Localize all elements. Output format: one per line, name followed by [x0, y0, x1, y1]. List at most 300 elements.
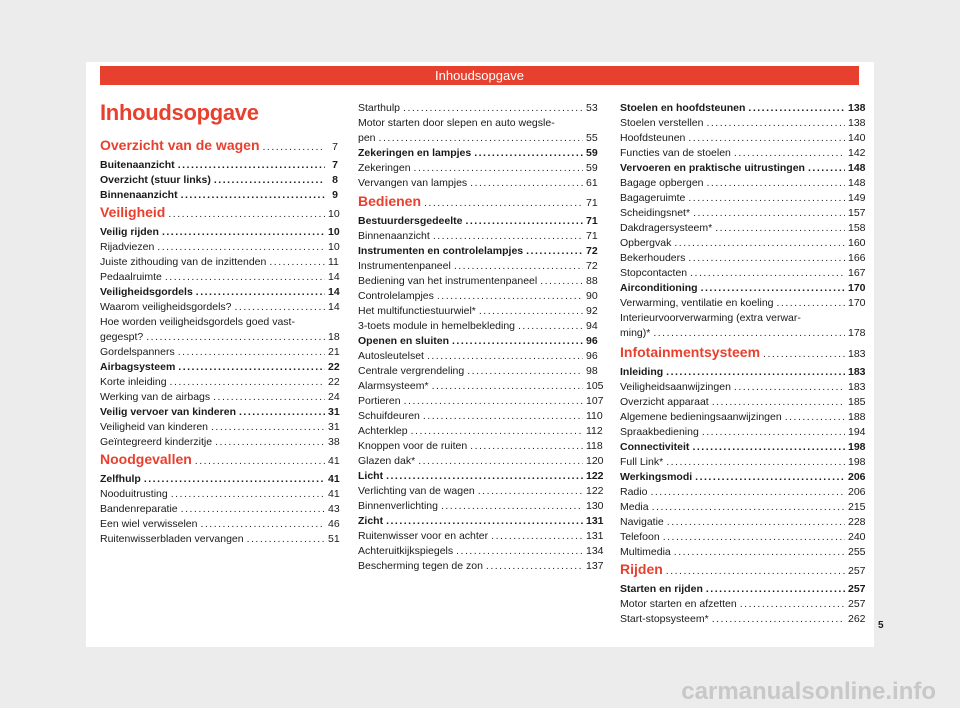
toc-entry-label: Vervoeren en praktische uitrustingen: [620, 162, 805, 174]
toc-entry[interactable]: [358, 559, 604, 574]
toc-entry[interactable]: [358, 469, 604, 484]
toc-entry-label: Bescherming tegen de zon: [358, 560, 483, 572]
toc-page-number: 198: [848, 441, 866, 453]
dot-leader: [663, 530, 845, 545]
dot-leader: [666, 365, 845, 380]
toc-entry[interactable]: [100, 255, 338, 270]
toc-page-number: 130: [586, 500, 604, 512]
toc-entry[interactable]: [358, 514, 604, 529]
toc-entry[interactable]: [358, 259, 596, 274]
dot-leader: [432, 379, 583, 394]
dot-leader: [168, 205, 325, 223]
dot-leader: [692, 440, 845, 455]
toc-entry[interactable]: [100, 360, 338, 375]
toc-page-number: 71: [586, 215, 598, 227]
toc-entry-label: Glazen dak*: [358, 455, 416, 467]
toc-page-number: 92: [586, 305, 598, 317]
toc-entry-label: Motor starten en afzetten: [620, 598, 737, 610]
toc-entry[interactable]: [358, 161, 596, 176]
toc-entry[interactable]: [358, 529, 604, 544]
toc-entry[interactable]: [358, 364, 596, 379]
dot-leader: [165, 270, 325, 285]
dot-leader: [178, 345, 325, 360]
toc-entry-label: Media: [620, 501, 649, 513]
toc-entry-label-continuation: gegespt?: [100, 331, 144, 343]
toc-page-number: 46: [328, 518, 340, 530]
toc-page-number: 167: [848, 267, 866, 279]
toc-entry-label: Veiligheidsaanwijzingen: [620, 381, 731, 393]
toc-page-number: 178: [848, 327, 866, 339]
toc-entry-label: Stoelen verstellen: [620, 117, 704, 129]
toc-page-number: 138: [848, 102, 866, 114]
toc-entry-label: Rijden: [620, 561, 663, 577]
toc-entry[interactable]: [620, 146, 866, 161]
toc-entry-label: Inleiding: [620, 366, 664, 378]
toc-entry-label: Hoe worden veiligheidsgordels goed vast-: [100, 316, 295, 328]
toc-entry[interactable]: [358, 274, 596, 289]
dot-leader: [702, 425, 845, 440]
toc-entry-label: Rijadviezen: [100, 241, 155, 253]
toc-entry[interactable]: [620, 612, 866, 627]
toc-page-number: 194: [848, 426, 866, 438]
dot-leader: [403, 101, 583, 116]
dot-leader: [486, 559, 583, 574]
toc-page-number: 188: [848, 411, 866, 423]
toc-entry-label: Motor starten door slepen en auto wegsle-: [358, 117, 555, 129]
toc-entry[interactable]: [100, 300, 338, 315]
toc-entry[interactable]: [358, 544, 604, 559]
toc-entry-label-continuation: ming)*: [620, 327, 651, 339]
toc-entry[interactable]: [620, 530, 866, 545]
toc-entry[interactable]: [358, 454, 604, 469]
toc-entry[interactable]: [620, 455, 866, 470]
dot-leader: [666, 455, 845, 470]
toc-entry-label: Airconditioning: [620, 282, 698, 294]
toc-page-number: 10: [328, 226, 340, 238]
toc-entry-label: Ruitenwisser voor en achter: [358, 530, 489, 542]
toc-entry-label: Connectiviteit: [620, 441, 690, 453]
toc-entry-label: Werkingsmodi: [620, 471, 693, 483]
toc-entry-label: Bedienen: [358, 193, 422, 209]
toc-page-number: 206: [848, 486, 866, 498]
toc-entry[interactable]: [100, 487, 338, 502]
toc-entry-label: Algemene bedieningsaanwijzingen: [620, 411, 782, 423]
toc-page-number: 228: [848, 516, 866, 528]
dot-leader: [456, 544, 583, 559]
toc-entry-label: Hoofdsteunen: [620, 132, 686, 144]
dot-leader: [667, 515, 845, 530]
toc-entry[interactable]: [358, 176, 596, 191]
dot-leader: [386, 514, 583, 529]
toc-entry-label: Werking van de airbags: [100, 391, 211, 403]
toc-entry[interactable]: [620, 131, 866, 146]
toc-entry-label: Telefoon: [620, 531, 660, 543]
dot-leader: [414, 161, 583, 176]
toc-entry-label: Verwarming, ventilatie en koeling: [620, 297, 774, 309]
toc-entry[interactable]: [358, 349, 596, 364]
toc-page-number: 262: [848, 613, 866, 625]
dot-leader: [688, 251, 845, 266]
toc-entry[interactable]: [100, 285, 338, 300]
dot-leader: [688, 131, 845, 146]
toc-entry[interactable]: [620, 515, 866, 530]
toc-page-number: 240: [848, 531, 866, 543]
toc-entry[interactable]: [358, 146, 596, 161]
toc-page-number: 31: [328, 421, 340, 433]
toc-page-number: 72: [586, 245, 598, 257]
toc-page-number: 61: [586, 177, 598, 189]
toc-page-number: 137: [586, 560, 604, 572]
toc-page-number: 90: [586, 290, 598, 302]
toc-entry[interactable]: [620, 395, 866, 410]
toc-entry-label: Licht: [358, 470, 384, 482]
toc-entry-label: Zekeringen: [358, 162, 411, 174]
toc-page-number: 142: [848, 147, 866, 159]
dot-leader: [479, 304, 583, 319]
toc-page-number: 10: [328, 208, 340, 220]
toc-entry[interactable]: [100, 270, 338, 285]
toc-entry-label: Vervangen van lampjes: [358, 177, 468, 189]
toc-entry[interactable]: [620, 470, 866, 485]
toc-page-number: 170: [848, 297, 866, 309]
dot-leader: [181, 502, 325, 517]
toc-section-heading[interactable]: [100, 136, 338, 156]
toc-entry-label: Bagage opbergen: [620, 177, 704, 189]
toc-page-number: 110: [586, 410, 603, 422]
toc-entry[interactable]: [100, 173, 338, 188]
toc-section-heading[interactable]: [620, 343, 866, 363]
dot-leader: [178, 158, 325, 173]
watermark: carmanualsonline.info: [681, 678, 936, 705]
dot-leader: [740, 597, 845, 612]
toc-entry[interactable]: [620, 425, 866, 440]
toc-entry[interactable]: [100, 390, 338, 405]
toc-entry-label: Infotainmentsysteem: [620, 344, 761, 360]
dot-leader: [695, 470, 845, 485]
toc-entry[interactable]: [620, 221, 866, 236]
dot-leader: [215, 435, 325, 450]
toc-page-number: 112: [586, 425, 603, 437]
toc-page-number: 166: [848, 252, 866, 264]
toc-page-number: 122: [586, 470, 604, 482]
toc-page-number: 183: [848, 348, 866, 360]
toc-entry[interactable]: [620, 116, 866, 131]
dot-leader: [195, 452, 325, 470]
toc-page-number: 11: [328, 256, 339, 268]
toc-entry-label: Stoelen en hoofdsteunen: [620, 102, 746, 114]
toc-entry[interactable]: [100, 240, 338, 255]
toc-entry-label: Functies van de stoelen: [620, 147, 731, 159]
dot-leader: [404, 394, 583, 409]
toc-page-number: 55: [586, 132, 598, 144]
toc-entry-label: Bediening van het instrumentenpaneel: [358, 275, 538, 287]
toc-page-number: 22: [328, 361, 340, 373]
dot-leader: [688, 191, 845, 206]
dot-leader: [706, 116, 845, 131]
toc-entry-label: Achterklep: [358, 425, 408, 437]
toc-page-number: 140: [848, 132, 866, 144]
dot-leader: [452, 334, 583, 349]
toc-page-number: 41: [328, 473, 340, 485]
toc-entry[interactable]: [620, 206, 866, 221]
toc-entry[interactable]: [100, 225, 338, 240]
toc-entry[interactable]: [620, 161, 866, 176]
dot-leader: [424, 194, 583, 212]
toc-entry[interactable]: [620, 500, 866, 515]
dot-leader: [263, 138, 326, 156]
toc-page-number: 157: [848, 207, 866, 219]
dot-leader: [734, 146, 845, 161]
toc-page-number: 51: [328, 533, 340, 545]
dot-leader: [785, 410, 845, 425]
toc-entry-label: Achteruitkijkspiegels: [358, 545, 454, 557]
toc-entry-label: Noodgevallen: [100, 451, 192, 467]
toc-page-number: 94: [586, 320, 598, 332]
dot-leader: [478, 484, 583, 499]
toc-page-number: 31: [328, 406, 340, 418]
toc-entry[interactable]: [358, 244, 596, 259]
dot-leader: [239, 405, 325, 420]
dot-leader: [411, 424, 583, 439]
toc-page-number: 14: [328, 286, 340, 298]
toc-entry-label: Bestuurdersgedeelte: [358, 215, 463, 227]
toc-entry-label: 3-toets module in hemelbekleding: [358, 320, 516, 332]
toc-page-number: 170: [848, 282, 866, 294]
toc-entry[interactable]: [100, 420, 338, 435]
toc-entry[interactable]: [620, 281, 866, 296]
toc-entry-label: Scheidingsnet*: [620, 207, 691, 219]
dot-leader: [211, 420, 325, 435]
toc-entry-label: Instrumentenpaneel: [358, 260, 451, 272]
toc-entry-label: Autosleutelset: [358, 350, 424, 362]
page-number: 5: [878, 620, 884, 631]
toc-entry[interactable]: [100, 375, 338, 390]
toc-entry-label: Portieren: [358, 395, 401, 407]
toc-entry-label: Veiligheidsgordels: [100, 286, 193, 298]
dot-leader: [653, 326, 845, 341]
toc-entry[interactable]: [100, 435, 338, 450]
dot-leader: [652, 500, 845, 515]
toc-entry-label: Overzicht van de wagen: [100, 137, 260, 153]
toc-page-number: 96: [586, 335, 598, 347]
toc-page-number: 59: [586, 162, 598, 174]
toc-entry[interactable]: [358, 379, 604, 394]
dot-leader: [474, 146, 583, 161]
toc-entry-label: Radio: [620, 486, 648, 498]
dot-leader: [144, 472, 325, 487]
toc-entry[interactable]: [620, 101, 866, 116]
toc-entry[interactable]: [358, 304, 596, 319]
toc-entry-label: Spraakbediening: [620, 426, 699, 438]
toc-entry[interactable]: [620, 191, 866, 206]
toc-entry-label: Instrumenten en controlelampjes: [358, 245, 524, 257]
dot-leader: [712, 395, 845, 410]
dot-leader: [707, 176, 846, 191]
toc-entry[interactable]: [620, 236, 866, 251]
dot-leader: [427, 349, 583, 364]
dot-leader: [269, 255, 325, 270]
dot-leader: [674, 236, 845, 251]
toc-page-number: 183: [848, 381, 866, 393]
toc-entry-label: Geïntegreerd kinderzitje: [100, 436, 213, 448]
dot-leader: [650, 485, 845, 500]
toc-entry[interactable]: [358, 394, 604, 409]
toc-entry[interactable]: [620, 176, 866, 191]
dot-leader: [214, 173, 325, 188]
toc-entry-label: Multimedia: [620, 546, 671, 558]
toc-page-number: 88: [586, 275, 598, 287]
toc-page-number: 105: [586, 380, 604, 392]
dot-leader: [247, 532, 325, 547]
toc-entry[interactable]: [620, 311, 866, 341]
toc-entry-label: Zekeringen en lampjes: [358, 147, 472, 159]
dot-leader: [540, 274, 583, 289]
dot-leader: [470, 176, 583, 191]
page-header: Inhoudsopgave: [100, 66, 859, 85]
toc-entry-label: Gordelspanners: [100, 346, 175, 358]
toc-page-number: 118: [586, 440, 603, 452]
toc-page-number: 14: [328, 271, 340, 283]
dot-leader: [693, 206, 845, 221]
toc-entry[interactable]: [100, 502, 338, 517]
toc-entry[interactable]: [358, 334, 596, 349]
toc-entry[interactable]: [620, 251, 866, 266]
dot-leader: [706, 582, 845, 597]
toc-entry-label: Binnenaanzicht: [100, 189, 178, 201]
toc-page-number: 255: [848, 546, 866, 558]
toc-section-heading[interactable]: [100, 450, 338, 470]
dot-leader: [433, 229, 583, 244]
toc-entry[interactable]: [620, 485, 866, 500]
toc-section-heading[interactable]: [358, 192, 596, 212]
dot-leader: [437, 289, 583, 304]
dot-leader: [748, 101, 845, 116]
page-title: Inhoudsopgave: [100, 100, 259, 125]
toc-entry-label: Interieurvoorverwarming (extra verwar-: [620, 312, 801, 324]
toc-page-number: 71: [586, 230, 598, 242]
toc-entry[interactable]: [620, 545, 866, 560]
dot-leader: [674, 545, 845, 560]
toc-entry[interactable]: [620, 365, 866, 380]
toc-page-number: 98: [586, 365, 598, 377]
toc-entry[interactable]: [358, 101, 596, 116]
toc-entry[interactable]: [358, 289, 596, 304]
toc-entry-label: Alarmsysteem*: [358, 380, 429, 392]
toc-entry[interactable]: [100, 158, 338, 173]
toc-entry[interactable]: [358, 214, 596, 229]
toc-entry-label: Veilig rijden: [100, 226, 159, 238]
toc-page-number: 22: [328, 376, 340, 388]
toc-entry[interactable]: [100, 345, 338, 360]
toc-page-number: 149: [848, 192, 866, 204]
toc-entry-label: Zicht: [358, 515, 384, 527]
toc-entry-label: Knoppen voor de ruiten: [358, 440, 468, 452]
toc-entry[interactable]: [100, 517, 338, 532]
toc-entry-label: Ruitenwisserbladen vervangen: [100, 533, 244, 545]
toc-entry-label: Het multifunctiestuurwiel*: [358, 305, 476, 317]
toc-entry-label: Een wiel verwisselen: [100, 518, 198, 530]
toc-entry[interactable]: [358, 484, 604, 499]
toc-entry-label: Binnenverlichting: [358, 500, 438, 512]
toc-section-heading[interactable]: [100, 203, 338, 223]
dot-leader: [386, 469, 583, 484]
toc-page-number: 185: [848, 396, 866, 408]
toc-entry[interactable]: [358, 319, 596, 334]
dot-leader: [491, 529, 583, 544]
toc-entry[interactable]: [620, 440, 866, 455]
toc-entry[interactable]: [620, 380, 866, 395]
toc-entry-label: Bandenreparatie: [100, 503, 178, 515]
toc-entry[interactable]: [100, 315, 338, 345]
toc-page-number: 8: [332, 174, 338, 186]
toc-entry[interactable]: [620, 410, 866, 425]
toc-page-number: 53: [586, 102, 598, 114]
toc-entry-label: Korte inleiding: [100, 376, 167, 388]
toc-entry[interactable]: [100, 472, 338, 487]
toc-entry[interactable]: [100, 532, 338, 547]
dot-leader: [157, 240, 325, 255]
toc-page-number: 21: [328, 346, 340, 358]
toc-entry[interactable]: [358, 499, 604, 514]
toc-entry[interactable]: [358, 409, 603, 424]
toc-entry[interactable]: [100, 405, 338, 420]
dot-leader: [146, 330, 325, 345]
toc-entry-label: Centrale vergrendeling: [358, 365, 465, 377]
toc-entry-label: Buitenaanzicht: [100, 159, 175, 171]
toc-entry-label: Airbagsysteem: [100, 361, 176, 373]
toc-entry[interactable]: [100, 188, 338, 203]
toc-entry-label: Navigatie: [620, 516, 664, 528]
toc-page-number: 59: [586, 147, 598, 159]
dot-leader: [235, 300, 325, 315]
toc-entry-label: Starthulp: [358, 102, 401, 114]
toc-page-number: 122: [586, 485, 604, 497]
toc-section-heading[interactable]: [620, 560, 866, 580]
dot-leader: [518, 319, 583, 334]
dot-leader: [777, 296, 845, 311]
toc-entry-label: Opbergvak: [620, 237, 672, 249]
dot-leader: [379, 131, 583, 146]
toc-entry[interactable]: [620, 266, 866, 281]
toc-page-number: 10: [328, 241, 340, 253]
toc-entry-label: Start-stopsysteem*: [620, 613, 709, 625]
toc-page-number: 14: [328, 301, 340, 313]
toc-page-number: 257: [848, 583, 866, 595]
toc-page-number: 107: [586, 395, 604, 407]
toc-entry[interactable]: [620, 296, 866, 311]
toc-entry[interactable]: [620, 582, 866, 597]
toc-page-number: 131: [586, 530, 604, 542]
toc-page-number: 71: [586, 197, 598, 209]
toc-entry-label: Zelfhulp: [100, 473, 141, 485]
dot-leader: [715, 221, 845, 236]
toc-entry-label: Binnenaanzicht: [358, 230, 430, 242]
toc-entry[interactable]: [620, 597, 866, 612]
toc-entry[interactable]: [358, 439, 603, 454]
toc-entry[interactable]: [358, 116, 596, 146]
dot-leader: [200, 517, 325, 532]
toc-page-number: 206: [848, 471, 866, 483]
toc-entry[interactable]: [358, 424, 603, 439]
toc-entry-label: Full Link*: [620, 456, 664, 468]
toc-entry-label: Veiligheid: [100, 204, 166, 220]
toc-page-number: 148: [848, 177, 866, 189]
toc-entry[interactable]: [358, 229, 596, 244]
toc-page-number: 215: [848, 501, 866, 513]
toc-page-number: 183: [848, 366, 866, 378]
toc-entry-label: Schuifdeuren: [358, 410, 420, 422]
dot-leader: [712, 612, 845, 627]
